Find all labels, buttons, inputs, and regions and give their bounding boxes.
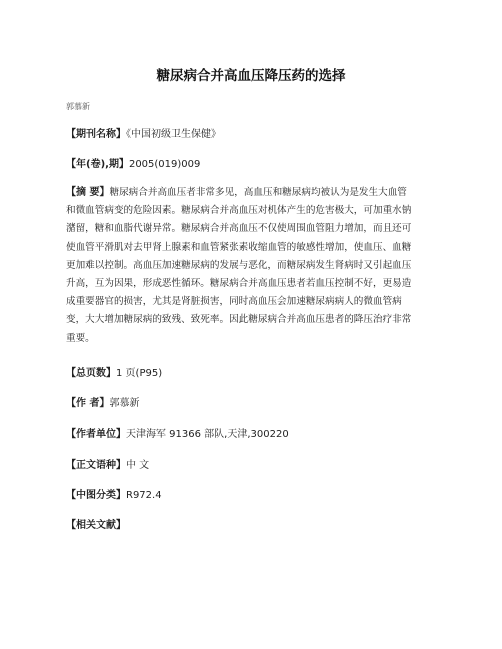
year-value: 2005(019)009 [128, 159, 201, 170]
abstract-line: 变，大大增加糖尿病的致残、致死率。因此糖尿病合并高血压患者的降压治疗非常 [66, 314, 412, 326]
abstract-label: 【摘 要】 [66, 187, 110, 198]
abstract-block [66, 184, 438, 348]
abstract-line: 潴留，糖和血脂代谢异常。糖尿病合并高血压不仅使周围血管阻力增加，而且还可 [66, 223, 412, 235]
pages-value: 1 页(P95) [116, 368, 163, 379]
affiliation-label: 【作者单位】 [66, 429, 126, 440]
clc-field [66, 486, 162, 501]
year-field [66, 155, 200, 170]
related-label: 【相关文献】 [66, 520, 126, 531]
clc-value: R972.4 [126, 490, 162, 501]
language-label: 【正文语种】 [66, 460, 126, 471]
journal-label: 【期刊名称】 [66, 129, 126, 140]
author-value: 郭慕新 [109, 398, 140, 409]
abstract-line: 更加难以控制。高血压加速糖尿病的发展与恶化，而糖尿病发生肾病时又引起血压 [66, 259, 412, 271]
abstract-text: 糖尿病合并高血压者非常多见，高血压和糖尿病均被认为是发生大血管 [109, 187, 407, 198]
abstract-line: 使血管平滑肌对去甲肾上腺素和血管紧张素收缩血管的敏感性增加，使血压、血糖 [66, 241, 412, 253]
abstract-line: 重要。 [66, 332, 95, 344]
affiliation-field [66, 425, 289, 440]
journal-value: 《中国初级卫生保健》 [126, 129, 221, 140]
abstract-line [66, 184, 438, 202]
author-label: 【作 者】 [66, 398, 110, 409]
related-field [66, 516, 126, 531]
abstract-line: 和微血管病变的危险因素。糖尿病合并高血压对机体产生的危害极大，可加重水钠 [66, 205, 412, 217]
language-value: 中 文 [126, 460, 150, 471]
abstract-line: 升高，互为因果，形成恶性循环。糖尿病合并高血压患者若血压控制不好，更易造 [66, 278, 412, 290]
clc-label: 【中图分类】 [66, 490, 126, 501]
year-label: 【年(卷),期】 [66, 159, 129, 170]
abstract-line: 成重要器官的损害，尤其是肾脏损害，同时高血压会加速糖尿病病人的微血管病 [66, 296, 402, 308]
affiliation-value: 天津海军 91366 部队,天津,300220 [126, 429, 289, 440]
pages-field [66, 364, 162, 379]
author-byline: 郭慕新 [66, 102, 90, 111]
language-field [66, 456, 149, 471]
journal-field [66, 125, 221, 140]
document-title: 糖尿病合并高血压降压药的选择 [156, 68, 346, 84]
author-field [66, 394, 139, 409]
pages-label: 【总页数】 [66, 368, 116, 379]
